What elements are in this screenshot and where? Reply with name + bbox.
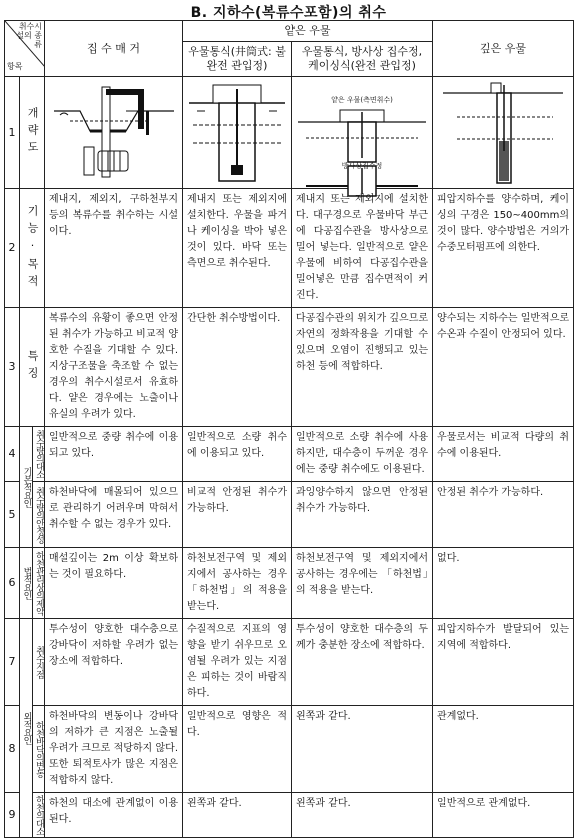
row-label-amount: 취수량의대소 <box>33 427 45 482</box>
row-number: 9 <box>5 793 20 838</box>
row-number: 3 <box>5 308 20 427</box>
cell-r6-catchment: 매설깊이는 2m 이상 확보하는 것이 필요하다. <box>45 548 183 619</box>
row-label-river-management: 하천관리상의제약 <box>33 548 45 619</box>
diagram-shallow1 <box>183 77 292 189</box>
row-number: 7 <box>5 619 20 706</box>
cell-r5-shallow1: 비교적 안정된 취수가 가능하다. <box>183 482 292 548</box>
row-label-river-size: 하천의대소 <box>33 793 45 838</box>
cell-r9-deep: 일반적으로 관계없다. <box>433 793 574 838</box>
cell-r4-shallow2: 일반적으로 소량 취수에 사용하지만, 대수층이 두꺼운 경우에는 중량 취수에도 이용된다. <box>292 427 433 482</box>
diagram-shallow2 <box>292 77 433 189</box>
shallow-well-diagram <box>187 81 287 185</box>
cell-r3-shallow1: 간단한 취수방법이다. <box>183 308 292 427</box>
cell-r5-deep: 안정된 취수가 가능하다. <box>433 482 574 548</box>
diagram-label-mid: 방사상집수정 <box>341 161 383 170</box>
group-label-basic: 기본적요인 <box>20 427 33 548</box>
cell-r2-shallow1: 제내지 또는 제외지에 설치한다. 우물을 파거나 케이싱을 박아 넣은 것이 있다. 바닥 또는 측면으로 취수된다. <box>183 189 292 308</box>
cell-r7-shallow1: 수질적으로 지표의 영향을 받기 쉬우므로 오염될 우려가 있는 지점은 피하는 것이 바람직하다. <box>183 619 292 706</box>
cell-r4-catchment: 일반적으로 중량 취수에 이용되고 있다. <box>45 427 183 482</box>
row-number: 1 <box>5 77 20 189</box>
row-number: 8 <box>5 706 20 793</box>
cell-r8-shallow2: 왼쪽과 같다. <box>292 706 433 793</box>
header-deep: 깊은 우물 <box>433 21 574 77</box>
cell-r7-deep: 피압지하수가 발달되어 있는 지역에 적합하다. <box>433 619 574 706</box>
cell-r2-shallow2: 제내지 또는 제외지에 설치한다. 대구경으로 우물바닥 부근에 다공집수관을 방사상으로 밀어 넣는다. 일반적으로 얕은 우물에 비하여 다공집수관을 밀어넣은 만큼 집수면적이 커진다. <box>292 189 433 308</box>
cell-r9-shallow2: 왼쪽과 같다. <box>292 793 433 838</box>
row-label-riverbed: 하천바닥의변동 <box>33 706 45 793</box>
cell-r6-shallow2: 하천보전구역 및 제외지에서 공사하는 경우에는 「하천법」의 적용을 받는다. <box>292 548 433 619</box>
intake-facility-table <box>4 20 574 838</box>
cell-r7-shallow2: 투수성이 양호한 대수층의 두께가 충분한 장소에 적합하다. <box>292 619 433 706</box>
row-number: 5 <box>5 482 20 548</box>
diagram-catchment <box>45 77 183 189</box>
header-corner <box>5 21 45 77</box>
cell-r6-shallow1: 하천보전구역 및 제외지에서 공사하는 경우 「하천법」의 적용을 받는다. <box>183 548 292 619</box>
corner-bottom-label: 항목 <box>7 62 23 71</box>
deep-well-diagram <box>437 81 569 185</box>
row-label-diagram: 개략도 <box>20 77 45 189</box>
header-catchment: 집 수 매 거 <box>45 21 183 77</box>
group-label-external: 외적요인 <box>20 619 33 838</box>
catchment-pipe-diagram <box>50 81 178 185</box>
page-title: B. 지하수(복류수포함)의 취수 <box>190 5 387 21</box>
header-shallow1: 우물통식(井筒式: 불완전 관입정) <box>183 42 292 77</box>
cell-r9-shallow1: 왼쪽과 같다. <box>183 793 292 838</box>
cell-r3-catchment: 복류수의 유황이 좋으면 안정된 취수가 가능하고 비교적 양호한 수질을 기대할 수 있다. 지상구조물을 축조할 수 없는 경우의 취수시설로서 유효하다. 얕은 경우에는 노출이나 유실의 우려가 있다. <box>45 308 183 427</box>
cell-r3-deep: 양수되는 지하수는 일반적으로 수온과 수질이 안정되어 있다. <box>433 308 574 427</box>
cell-r7-catchment: 투수성이 양호한 대수층으로 강바닥이 저하할 우려가 없는 장소에 적합하다. <box>45 619 183 706</box>
row-label-function: 기능·목적 <box>20 189 45 308</box>
header-shallow-group: 얕은 우물 <box>183 21 433 42</box>
row-number: 2 <box>5 189 20 308</box>
cell-r6-deep: 없다. <box>433 548 574 619</box>
corner-top-label: 취수시설의 종류 <box>16 22 43 49</box>
cell-r2-deep: 피압지하수를 양수하며, 케이싱의 구경은 150~400mm의 것이 많다. 양수방법은 거의가 수중모터펌프에 의한다. <box>433 189 574 308</box>
cell-r5-catchment: 하천바닥에 매몰되어 있으므로 관리하기 어려우며 막혀서 취수할 수 없는 경우가 있다. <box>45 482 183 548</box>
row-label-features: 특징 <box>20 308 45 427</box>
row-label-stability: 취수량의안정성 <box>33 482 45 548</box>
cell-r8-catchment: 하천바닥의 변동이나 강바닥의 저하가 큰 지점은 노출될 우려가 크므로 적당하지 않다. 또한 퇴적토사가 많은 지점은 적합하지 않다. <box>45 706 183 793</box>
row-number: 4 <box>5 427 20 482</box>
group-label-legal: 법적요인 <box>20 548 33 619</box>
radial-well-diagram <box>296 108 428 198</box>
cell-r5-shallow2: 과잉양수하지 않으면 안정된 취수가 가능하다. <box>292 482 433 548</box>
cell-r9-catchment: 하천의 대소에 관계없이 이용된다. <box>45 793 183 838</box>
cell-r2-catchment: 제내지, 제외지, 구하천부지 등의 복류수를 취수하는 시설이다. <box>45 189 183 308</box>
row-number: 6 <box>5 548 20 619</box>
cell-r8-shallow1: 일반적으로 영향은 적다. <box>183 706 292 793</box>
header-shallow2: 우물통식, 방사상 집수정, 케이싱식(완전 관입정) <box>292 42 433 77</box>
diagram-deep <box>433 77 574 189</box>
diagram-label-top: 얕은 우물(측면취수) <box>331 95 393 104</box>
row-label-intake-point: 취수지점 <box>33 619 45 706</box>
cell-r4-shallow1: 일반적으로 소량 취수에 이용되고 있다. <box>183 427 292 482</box>
cell-r8-deep: 관계없다. <box>433 706 574 793</box>
cell-r4-deep: 우물로서는 비교적 다량의 취수에 이용된다. <box>433 427 574 482</box>
cell-r3-shallow2: 다공집수관의 위치가 깊으므로 자연의 정화작용을 기대할 수 있으며 오염이 진행되고 있는 하천 등에 적합하다. <box>292 308 433 427</box>
